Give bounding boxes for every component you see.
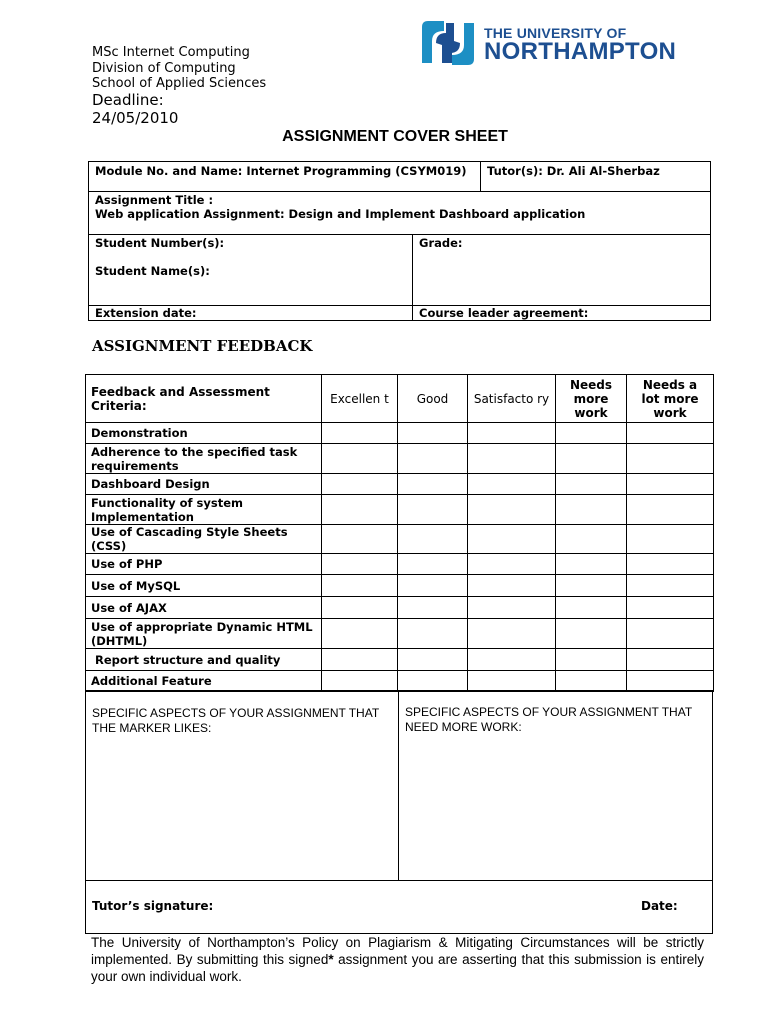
- criteria-row: Use of appropriate Dynamic HTML (DHTML): [86, 619, 322, 649]
- grade-label: Grade:: [419, 236, 463, 250]
- policy-asterisk: *: [328, 952, 334, 967]
- criteria-row: Dashboard Design: [86, 474, 322, 495]
- rating-cell[interactable]: [398, 474, 468, 495]
- university-logo-icon: [418, 19, 478, 67]
- rating-cell[interactable]: [468, 474, 556, 495]
- rating-cell[interactable]: [627, 649, 714, 671]
- rating-cell[interactable]: [627, 474, 714, 495]
- rating-cell[interactable]: [468, 575, 556, 597]
- date-label: Date:: [641, 899, 678, 913]
- rating-cell[interactable]: [398, 575, 468, 597]
- course-leader-cell: [413, 306, 711, 321]
- rating-cell[interactable]: [468, 597, 556, 619]
- rating-cell[interactable]: [398, 554, 468, 575]
- extension-cell: [89, 306, 413, 321]
- policy-text-part2: assignment you are asserting that this submission is entirely your own individual work.: [91, 952, 704, 984]
- rating-cell[interactable]: [322, 619, 398, 649]
- policy-text-part1: The University of Northampton’s Policy on Plagiarism & Mitigating Circumstances will be strictly implemented. By submitting this signed: [91, 935, 704, 967]
- rating-cell[interactable]: [468, 423, 556, 444]
- grade-cell: [413, 235, 711, 306]
- rating-cell[interactable]: [468, 649, 556, 671]
- assignment-title-label: Assignment Title :: [95, 193, 214, 207]
- rating-cell[interactable]: [468, 554, 556, 575]
- criteria-row: Use of AJAX: [86, 597, 322, 619]
- plagiarism-policy-text: [91, 934, 704, 985]
- rating-cell[interactable]: [556, 444, 627, 474]
- rating-cell[interactable]: [627, 575, 714, 597]
- needs-work-box[interactable]: [398, 690, 713, 881]
- division-name: Division of Computing: [92, 61, 236, 76]
- logo-line-2: NORTHAMPTON: [484, 38, 677, 65]
- marker-likes-box[interactable]: [85, 690, 399, 881]
- feedback-title: ASSIGNMENT FEEDBACK: [92, 337, 313, 355]
- logo-line-1: THE UNIVERSITY OF: [484, 25, 627, 41]
- col-good: Good: [398, 375, 468, 423]
- criteria-row: Additional Feature: [86, 671, 322, 692]
- assignment-title-value: Web application Assignment: Design and Implement Dashboard application: [95, 207, 586, 221]
- rating-cell[interactable]: [322, 444, 398, 474]
- criteria-row: Use of Cascading Style Sheets (CSS): [86, 525, 322, 554]
- rating-cell[interactable]: [322, 495, 398, 525]
- rating-cell[interactable]: [627, 444, 714, 474]
- student-cell: [89, 235, 413, 306]
- rating-cell[interactable]: [556, 525, 627, 554]
- tutor-cell: [481, 162, 711, 192]
- module-cell: [89, 162, 481, 192]
- rating-cell[interactable]: [556, 423, 627, 444]
- rating-cell[interactable]: [556, 619, 627, 649]
- school-name: School of Applied Sciences: [92, 76, 267, 91]
- rating-cell[interactable]: [398, 649, 468, 671]
- rating-cell[interactable]: [627, 495, 714, 525]
- rating-cell[interactable]: [468, 619, 556, 649]
- rating-cell[interactable]: [627, 554, 714, 575]
- rating-cell[interactable]: [398, 423, 468, 444]
- rating-cell[interactable]: [468, 671, 556, 692]
- rating-cell[interactable]: [468, 495, 556, 525]
- rating-cell[interactable]: [322, 575, 398, 597]
- needs-work-label: SPECIFIC ASPECTS OF YOUR ASSIGNMENT THAT NEED MORE WORK:: [405, 705, 692, 734]
- rating-cell[interactable]: [398, 671, 468, 692]
- marker-likes-label: SPECIFIC ASPECTS OF YOUR ASSIGNMENT THAT THE MARKER LIKES:: [92, 706, 379, 735]
- rating-cell[interactable]: [468, 444, 556, 474]
- deadline-value: 24/05/2010: [92, 109, 179, 127]
- rating-cell[interactable]: [322, 597, 398, 619]
- rating-cell[interactable]: [322, 649, 398, 671]
- rating-cell[interactable]: [468, 525, 556, 554]
- rating-cell[interactable]: [556, 575, 627, 597]
- rating-cell[interactable]: [398, 597, 468, 619]
- rating-cell[interactable]: [556, 474, 627, 495]
- rating-cell[interactable]: [556, 649, 627, 671]
- assignment-title-cell: [89, 192, 711, 235]
- criteria-row: Demonstration: [86, 423, 322, 444]
- criteria-row: Adherence to the specified task requirements: [86, 444, 322, 474]
- rating-cell[interactable]: [556, 495, 627, 525]
- student-name-label: Student Name(s):: [95, 264, 210, 278]
- deadline-label: Deadline:: [92, 91, 164, 109]
- rating-cell[interactable]: [398, 495, 468, 525]
- rating-cell[interactable]: [627, 619, 714, 649]
- rating-cell[interactable]: [322, 423, 398, 444]
- tutor-text: Tutor(s): Dr. Ali Al-Sherbaz: [487, 164, 660, 178]
- rating-cell[interactable]: [556, 597, 627, 619]
- criteria-row: Use of PHP: [86, 554, 322, 575]
- criteria-row: Report structure and quality: [86, 649, 322, 671]
- rating-cell[interactable]: [627, 423, 714, 444]
- rating-cell[interactable]: [322, 554, 398, 575]
- assignment-details-table: [88, 161, 711, 321]
- criteria-header: Feedback and Assessment Criteria:: [86, 375, 322, 423]
- cover-sheet-title: ASSIGNMENT COVER SHEET: [282, 128, 508, 145]
- col-needs-lot-more-work: Needs a lot more work: [627, 375, 714, 423]
- col-excellent: Excellen t: [322, 375, 398, 423]
- tutor-signature-label: Tutor’s signature:: [92, 899, 214, 913]
- criteria-row: Use of MySQL: [86, 575, 322, 597]
- rating-cell[interactable]: [398, 525, 468, 554]
- rating-cell[interactable]: [627, 671, 714, 692]
- criteria-row: Functionality of system Implementation: [86, 495, 322, 525]
- course-leader-label: Course leader agreement:: [419, 306, 589, 320]
- col-needs-more-work: Needs more work: [556, 375, 627, 423]
- student-number-label: Student Number(s):: [95, 236, 225, 250]
- rating-cell[interactable]: [627, 525, 714, 554]
- rating-cell[interactable]: [556, 554, 627, 575]
- rating-cell[interactable]: [322, 671, 398, 692]
- feedback-table: [85, 374, 714, 692]
- rating-cell[interactable]: [398, 444, 468, 474]
- signature-box[interactable]: [85, 880, 713, 934]
- col-satisfactory: Satisfacto ry: [468, 375, 556, 423]
- extension-label: Extension date:: [95, 306, 197, 320]
- rating-cell[interactable]: [398, 619, 468, 649]
- programme-name: MSc Internet Computing: [92, 45, 250, 60]
- comments-section: [85, 690, 713, 934]
- rating-cell[interactable]: [322, 525, 398, 554]
- rating-cell[interactable]: [556, 671, 627, 692]
- rating-cell[interactable]: [322, 474, 398, 495]
- university-logo: [418, 19, 708, 69]
- rating-cell[interactable]: [627, 597, 714, 619]
- module-text: Module No. and Name: Internet Programming (CSYM019): [95, 164, 467, 178]
